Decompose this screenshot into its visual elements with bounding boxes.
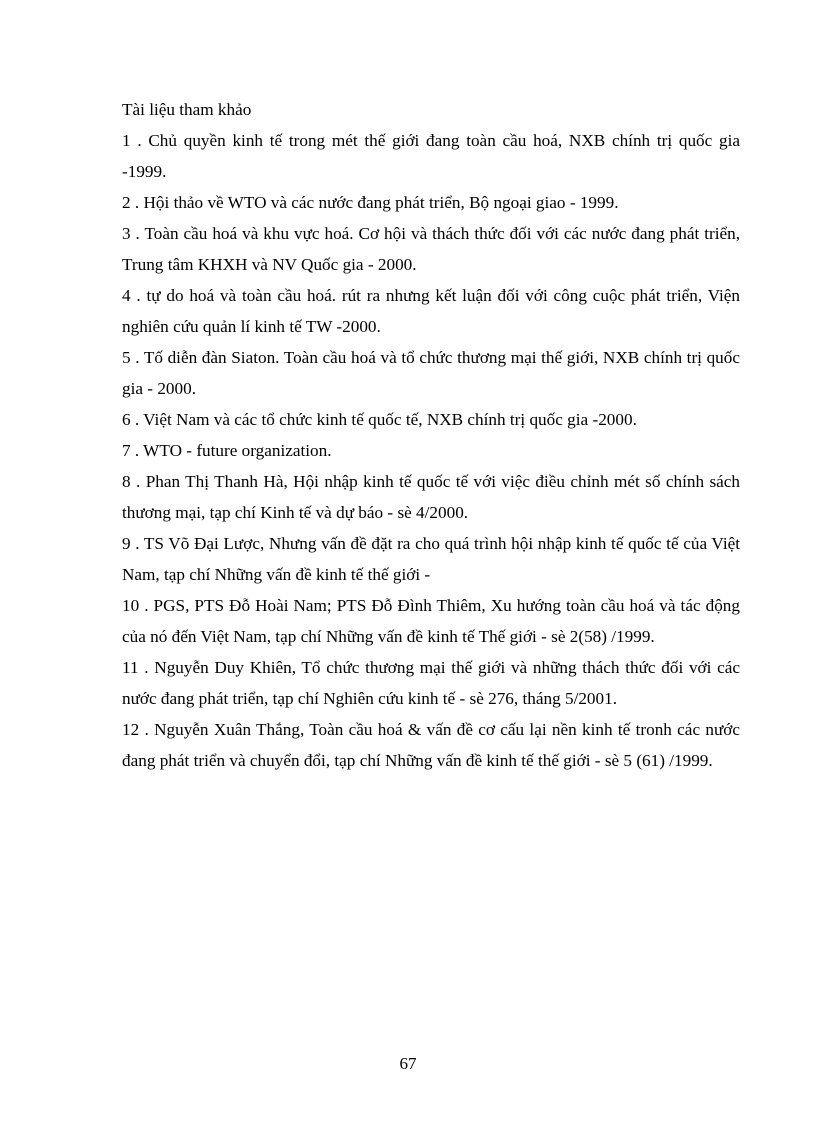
- reference-item-3: 3 . Toàn cầu hoá và khu vực hoá. Cơ hội và thách thức đối với các nước đang phát triển, Trung tâm KHXH và NV Quốc gia - 2000.: [122, 224, 740, 274]
- reference-item-8: 8 . Phan Thị Thanh Hà, Hội nhập kinh tế quốc tế với việc điều chỉnh mét số chính sách thương mại, tạp chí Kinh tế và dự báo - sè 4/2000.: [122, 472, 740, 522]
- document-page: [122, 94, 740, 776]
- reference-item-12: 12 . Nguyễn Xuân Thắng, Toàn cầu hoá & vấn đề cơ cấu lại nền kinh tế tronh các nước đang phát triển và chuyển đổi, tạp chí Những vấn đề kinh tế thế giới - sè 5 (61) /1999.: [122, 720, 740, 770]
- reference-list: [122, 125, 740, 776]
- reference-item-6: 6 . Việt Nam và các tổ chức kinh tế quốc tế, NXB chính trị quốc gia -2000.: [122, 410, 637, 429]
- reference-item-5: 5 . Tố diễn đàn Siaton. Toàn cầu hoá và tổ chức thương mại thế giới, NXB chính trị quốc gia - 2000.: [122, 348, 740, 398]
- reference-item-10: 10 . PGS, PTS Đỗ Hoài Nam; PTS Đỗ Đình Thiêm, Xu hướng toàn cầu hoá và tác động của nó đến Việt Nam, tạp chí Những vấn đề kinh tế Thế giới - sè 2(58) /1999.: [122, 596, 740, 646]
- reference-item-1: 1 . Chủ quyền kinh tế trong mét thế giới đang toàn cầu hoá, NXB chính trị quốc gia -1999.: [122, 131, 740, 181]
- page-number: 67: [399, 1054, 417, 1073]
- reference-item-4: 4 . tự do hoá và toàn cầu hoá. rút ra nhưng kết luận đối với công cuộc phát triển, Viện nghiên cứu quản lí kinh tế TW -2000.: [122, 286, 740, 336]
- references-heading: Tài liệu tham khảo: [122, 100, 252, 119]
- reference-item-2: 2 . Hội thảo về WTO và các nước đang phát triển, Bộ ngoại giao - 1999.: [122, 193, 619, 212]
- reference-item-9: 9 . TS Võ Đại Lược, Nhưng vấn đề đặt ra cho quá trình hội nhập kinh tế quốc tế của Việt Nam, tạp chí Những vấn đề kinh tế thế giới -: [122, 534, 740, 584]
- reference-item-11: 11 . Nguyễn Duy Khiên, Tổ chức thương mại thế giới và những thách thức đối với các nước đang phát triển, tạp chí Nghiên cứu kinh tế - sè 276, tháng 5/2001.: [122, 658, 740, 708]
- reference-item-7: 7 . WTO - future organization.: [122, 441, 332, 460]
